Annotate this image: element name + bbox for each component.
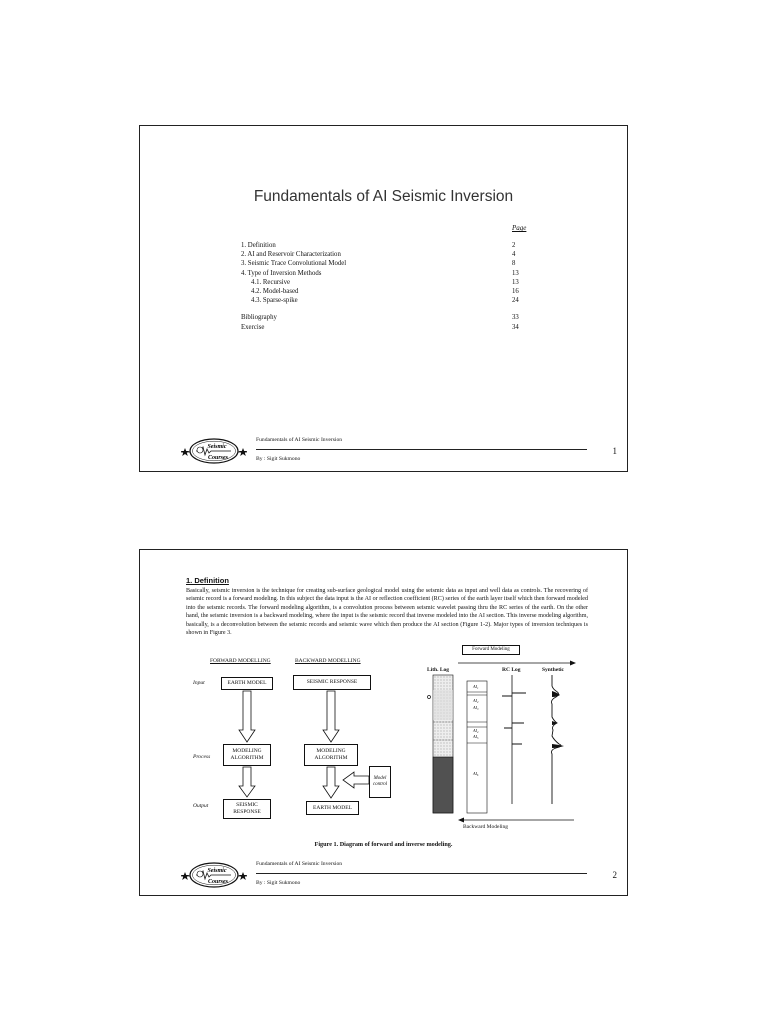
- toc-entry: [241, 287, 531, 296]
- rc-log-label: RC Log: [502, 667, 521, 673]
- output-row-label: Output: [193, 803, 209, 809]
- logo-text-bottom: Courses: [207, 455, 229, 461]
- backward-process-box: MODELING ALGORITHM: [304, 744, 358, 766]
- page-column-header: Page: [512, 224, 527, 232]
- toc-entry-label: 4.3. Sparse-spike: [251, 297, 298, 305]
- synthetic-label: Synthetic: [542, 667, 564, 673]
- forward-output-box: SEISMIC RESPONSE: [223, 799, 271, 819]
- slide-footer: [176, 858, 617, 890]
- slide-page-number: 2: [612, 870, 617, 880]
- seismic-courses-logo: [181, 861, 247, 889]
- toc-entry-page: 33: [512, 314, 519, 322]
- section-heading: 1. Definition: [186, 576, 229, 585]
- table-of-contents: [241, 241, 531, 332]
- toc-entry: [241, 269, 531, 278]
- toc-entry: [241, 278, 531, 287]
- toc-entry-page: 8: [512, 260, 516, 268]
- seismic-courses-logo: [181, 437, 247, 465]
- ai-layer-label: AI₆: [473, 771, 479, 776]
- litho-log-label: Lith. Log: [427, 667, 450, 673]
- backward-modeling-label: Backward Modeling: [463, 824, 509, 830]
- backward-output-box: EARTH MODEL: [306, 801, 359, 815]
- toc-entry: [241, 323, 531, 332]
- forward-modeling-box: Forward Modeling: [462, 645, 520, 655]
- forward-input-box: EARTH MODEL: [221, 677, 273, 690]
- toc-entry-page: 2: [512, 242, 516, 249]
- footer-divider: [256, 449, 587, 450]
- toc-entry-page: 4: [512, 251, 516, 259]
- toc-entry-page: 13: [512, 269, 519, 277]
- toc-entry-label: 4. Type of Inversion Methods: [241, 269, 322, 277]
- input-row-label: Input: [193, 680, 205, 686]
- toc-entry-label: 4.1. Recursive: [251, 278, 291, 286]
- figure-caption: Figure 1. Diagram of forward and inverse modeling.: [314, 841, 453, 848]
- toc-entry-label: 3. Seismic Trace Convolutional Model: [241, 260, 347, 268]
- slide-page-number: 1: [612, 446, 617, 456]
- backward-input-box: SEISMIC RESPONSE: [293, 675, 371, 690]
- definition-paragraph: Basically, seismic inversion is the technique for creating sub-surface geological model using the seismic data as input and well data as controls. The recovering of seismic record is a forward modeling. In this subject the data input is the AI or reflection coefficient (RC) series of the earth layer itself which then forward modeled into the seismic records. The forward modeling algorithm, is a convolution process between seismic wavelet passing thru the RC series of the earth. On the other hand, the seismic inversion is a backward modeling, where the input is the seismic record that inverse modeled into the AI section. This inverse modeling algorithm, basically, is a deconvolution between the seismic records and seismic wave which then produce the AI section (Figure 1-2). Major types of inversion techniques is shown in Figure 3.: [186, 588, 588, 637]
- toc-entry: [241, 313, 531, 322]
- backward-modelling-heading: BACKWARD MODELLING: [295, 658, 361, 664]
- toc-entry: [241, 250, 531, 259]
- toc-entry-label: 4.2. Model-based: [251, 287, 299, 295]
- slide-2: [139, 549, 628, 896]
- forward-modelling-heading: FORWARD MODELLING: [210, 658, 271, 664]
- toc-entry-label: Exercise: [241, 323, 265, 331]
- slide-1: [139, 125, 628, 472]
- footer-author: By : Sigit Sukmono: [256, 456, 301, 462]
- model-control-box: Model control: [369, 766, 391, 798]
- footer-divider: [256, 873, 587, 874]
- toc-entry-page: 13: [512, 278, 519, 286]
- forward-process-box: MODELING ALGORITHM: [223, 744, 271, 766]
- toc-entry-page: 16: [512, 287, 519, 295]
- ai-layer-label: AI₅: [473, 734, 479, 739]
- logo-text-top: Seismic: [207, 444, 227, 450]
- ai-layer-label: AI₃: [473, 705, 479, 710]
- footer-title: Fundamentals of AI Seismic Inversion: [256, 861, 343, 867]
- ai-layer-label: AI₄: [473, 728, 479, 733]
- slide-title: Fundamentals of AI Seismic Inversion: [253, 188, 514, 205]
- process-row-label: Process: [193, 754, 211, 760]
- slide-footer: [176, 434, 617, 466]
- toc-entry: [241, 259, 531, 268]
- footer-title: Fundamentals of AI Seismic Inversion: [256, 437, 343, 443]
- toc-entry-page: 34: [512, 323, 519, 331]
- logo-text-bottom: Courses: [207, 879, 229, 885]
- toc-entry: [241, 241, 531, 250]
- toc-entry-label: 1. Definition: [241, 242, 276, 249]
- toc-entry-label: 2. AI and Reservoir Characterization: [241, 251, 341, 259]
- footer-author: By : Sigit Sukmono: [256, 880, 301, 886]
- ai-layer-label: AI₂: [473, 698, 479, 703]
- toc-entry: [241, 296, 531, 305]
- toc-entry-label: Bibliography: [241, 314, 277, 322]
- logo-text-top: Seismic: [207, 868, 227, 874]
- ai-layer-label: AI₁: [473, 684, 479, 689]
- toc-entry-page: 24: [512, 297, 519, 305]
